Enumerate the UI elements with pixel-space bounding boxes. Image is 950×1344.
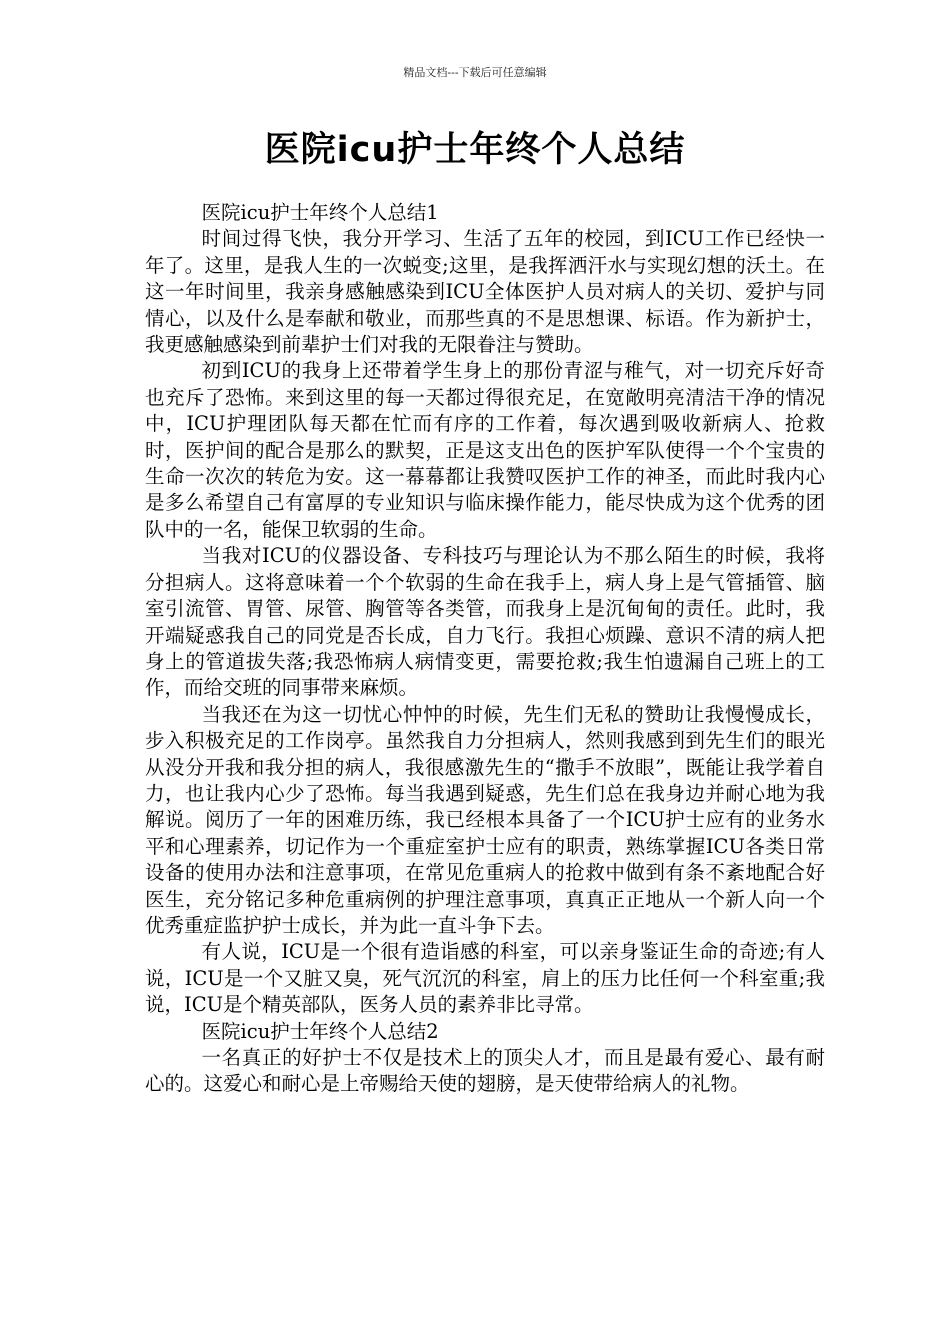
paragraph: 当我对ICU的仪器设备、专科技巧与理论认为不那么陌生的时候，我将分担病人。这将意味着一个个软弱的生命在我手上，病人身上是气管插管、脑室引流管、胃管、尿管、胸管等各类管，而我身上是沉甸甸的责任。此时，我开端疑惑我自己的同党是否长成，自力飞行。我担心烦躁、意识不清的病人把身上的管道拔失落;我恐怖病人病情变更，需要抢救;我生怕遗漏自己班上的工作，而给交班的同事带来麻烦。 — [145, 544, 825, 700]
section-heading-1: 医院icu护士年终个人总结1 — [201, 201, 439, 224]
header-note: 精品文档---下载后可任意编辑 — [403, 66, 547, 79]
paragraph: 一名真正的好护士不仅是技术上的顶尖人才，而且是最有爱心、最有耐心的。这爱心和耐心是上帝赐给天使的翅膀，是天使带给病人的礼物。 — [145, 1046, 825, 1096]
document-body — [145, 200, 825, 1098]
paragraph: 时间过得飞快，我分开学习、生活了五年的校园，到ICU工作已经快一年了。这里，是我人生的一次蜕变;这里，是我挥洒汗水与实现幻想的沃土。在这一年时间里，我亲身感触感染到ICU全体医护人员对病人的关切、爱护与同情心，以及什么是奉献和敬业，而那些真的不是思想课、标语。作为新护士，我更感触感染到前辈护士们对我的无限眷注与赞助。 — [145, 227, 825, 357]
paragraph: 初到ICU的我身上还带着学生身上的那份青涩与稚气，对一切充斥好奇也充斥了恐怖。来到这里的每一天都过得很充足，在宽敞明亮清洁干净的情况中，ICU护理团队每天都在忙而有序的工作着，每次遇到吸收新病人、抢救时，医护间的配合是那么的默契，正是这支出色的医护军队使得一个个宝贵的生命一次次的转危为安。这一幕幕都让我赞叹医护工作的神圣，而此时我内心是多么希望自己有富厚的专业知识与临床操作能力，能尽快成为这个优秀的团队中的一名，能保卫软弱的生命。 — [145, 359, 825, 541]
paragraph: 当我还在为这一切忧心忡忡的时候，先生们无私的赞助让我慢慢成长，步入积极充足的工作岗亭。虽然我自力分担病人，然则我感到到先生们的眼光从没分开我和我分担的病人，我很感激先生的“撒手不放眼”，既能让我学着自力，也让我内心少了恐怖。每当我遇到疑惑，先生们总在我身边并耐心地为我解说。阅历了一年的困难历练，我已经根本具备了一个ICU护士应有的业务水平和心理素养，切记作为一个重症室护士应有的职责，熟练掌握ICU各类日常设备的使用办法和注意事项，在常见危重病人的抢救中做到有条不紊地配合好医生，充分铭记多种危重病例的护理注意事项，真真正正地从一个新人向一个优秀重症监护护士成长，并为此一直斗争下去。 — [145, 702, 825, 937]
document-title: 医院icu护士年终个人总结 — [264, 130, 686, 170]
paragraph: 有人说，ICU是一个很有造诣感的科室，可以亲身鉴证生命的奇迹;有人说，ICU是一个又脏又臭，死气沉沉的科室，肩上的压力比任何一个科室重;我说，ICU是个精英部队，医务人员的素养非比寻常。 — [145, 940, 825, 1017]
section-heading-2: 医院icu护士年终个人总结2 — [201, 1019, 439, 1043]
